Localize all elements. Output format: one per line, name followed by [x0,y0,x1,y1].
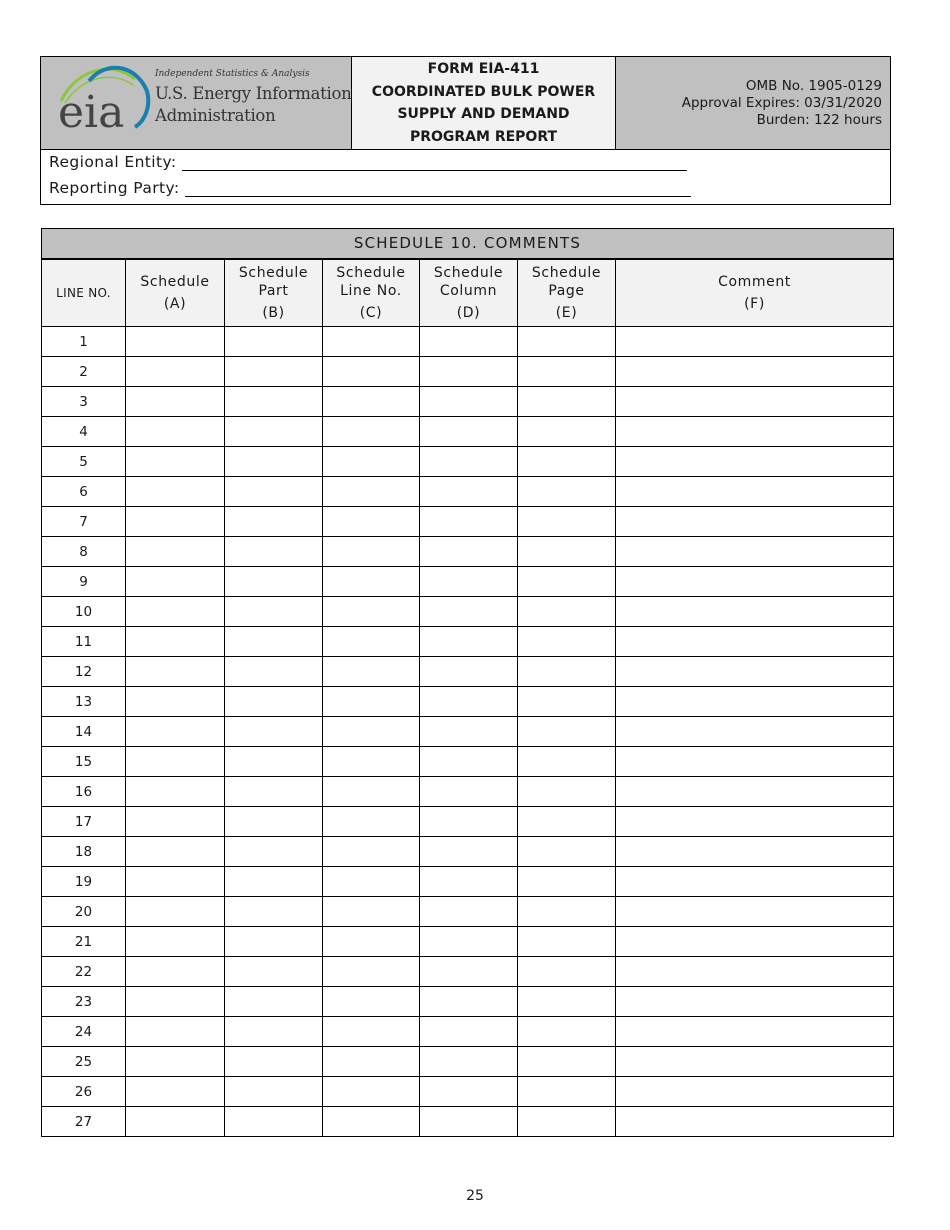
column-header-label: Part [258,282,289,299]
comment-cell[interactable] [616,687,894,717]
schedule-line-no-cell[interactable] [323,537,420,567]
schedule-part-cell[interactable] [225,807,323,837]
schedule-page-cell[interactable] [518,837,616,867]
schedule-page-cell[interactable] [518,327,616,357]
schedule-line-no-cell[interactable] [323,1017,420,1047]
column-header-comment [616,259,894,327]
line-number: 14 [42,717,126,747]
table-row [42,1107,894,1137]
schedule-column-cell[interactable] [420,657,518,687]
comment-cell[interactable] [616,897,894,927]
schedule-cell[interactable] [126,627,225,657]
column-header-code: (F) [744,295,765,312]
form-header [40,56,891,205]
line-number: 22 [42,957,126,987]
schedule-column-cell[interactable] [420,1017,518,1047]
schedule-part-cell[interactable] [225,567,323,597]
schedule-part-cell[interactable] [225,507,323,537]
schedule-page-cell[interactable] [518,867,616,897]
schedule-column-cell[interactable] [420,927,518,957]
schedule-page-cell[interactable] [518,567,616,597]
schedule-page-cell[interactable] [518,1077,616,1107]
line-number: 16 [42,777,126,807]
schedule-cell[interactable] [126,507,225,537]
schedule-column-cell[interactable] [420,387,518,417]
schedule-cell[interactable] [126,1107,225,1137]
comment-cell[interactable] [616,1107,894,1137]
column-header-label: LINE NO. [56,285,111,300]
line-number: 5 [42,447,126,477]
line-number: 24 [42,1017,126,1047]
table-row [42,357,894,387]
schedule-line-no-cell[interactable] [323,477,420,507]
column-header-schedule-page [518,259,616,327]
line-number: 18 [42,837,126,867]
schedule-line-no-cell[interactable] [323,897,420,927]
schedule-page-cell[interactable] [518,807,616,837]
comment-cell[interactable] [616,777,894,807]
schedule-line-no-cell[interactable] [323,657,420,687]
omb-burden: Burden: 122 hours [756,111,882,128]
column-header-label: Schedule [140,273,210,290]
schedule-line-no-cell[interactable] [323,687,420,717]
line-number: 19 [42,867,126,897]
table-row [42,1017,894,1047]
column-header-schedule-part [225,259,323,327]
comment-cell[interactable] [616,567,894,597]
schedule-page-cell[interactable] [518,627,616,657]
comment-cell[interactable] [616,327,894,357]
table-row [42,567,894,597]
schedule-cell[interactable] [126,987,225,1017]
table-row [42,807,894,837]
schedule-page-cell[interactable] [518,597,616,627]
comment-cell[interactable] [616,717,894,747]
schedule-part-cell[interactable] [225,597,323,627]
table-row [42,387,894,417]
regional-entity-field [49,153,687,171]
schedule-part-cell[interactable] [225,657,323,687]
line-number: 2 [42,357,126,387]
schedule-page-cell[interactable] [518,1047,616,1077]
schedule-part-cell[interactable] [225,357,323,387]
schedule-part-cell[interactable] [225,897,323,927]
schedule-line-no-cell[interactable] [323,717,420,747]
table-row [42,1047,894,1077]
schedule-page-cell[interactable] [518,657,616,687]
line-number: 15 [42,747,126,777]
comment-cell[interactable] [616,357,894,387]
schedule-part-cell[interactable] [225,717,323,747]
line-number: 9 [42,567,126,597]
eia-logo-cell [41,57,352,149]
reporting-party-field [49,179,691,197]
schedule-column-cell[interactable] [420,777,518,807]
column-header-label: Line No. [340,282,402,299]
line-number: 17 [42,807,126,837]
schedule-column-cell[interactable] [420,987,518,1017]
schedule-page-cell[interactable] [518,897,616,927]
schedule-page-cell[interactable] [518,447,616,477]
line-number: 25 [42,1047,126,1077]
schedule-page-cell[interactable] [518,1107,616,1137]
schedule-page-cell[interactable] [518,777,616,807]
schedule-page-cell[interactable] [518,987,616,1017]
schedule-cell[interactable] [126,927,225,957]
table-row [42,957,894,987]
comment-cell[interactable] [616,387,894,417]
schedule-cell[interactable] [126,567,225,597]
table-row [42,687,894,717]
schedule-cell[interactable] [126,897,225,927]
comment-cell[interactable] [616,957,894,987]
table-row [42,477,894,507]
comment-cell[interactable] [616,657,894,687]
schedule-part-cell[interactable] [225,987,323,1017]
schedule-cell[interactable] [126,537,225,567]
line-number: 11 [42,627,126,657]
table-row [42,507,894,537]
form-title-line: COORDINATED BULK POWER [371,83,596,100]
schedule-cell[interactable] [126,357,225,387]
line-number: 6 [42,477,126,507]
logo-org-name-line1: U.S. Energy Information [155,84,352,103]
comment-cell[interactable] [616,477,894,507]
table-row [42,447,894,477]
schedule-cell[interactable] [126,387,225,417]
column-header-code: (E) [555,304,578,321]
schedule-column-cell[interactable] [420,597,518,627]
schedule-cell[interactable] [126,777,225,807]
table-row [42,657,894,687]
schedule-part-cell[interactable] [225,867,323,897]
schedule-line-no-cell[interactable] [323,627,420,657]
line-number: 8 [42,537,126,567]
schedule-line-no-cell[interactable] [323,807,420,837]
schedule-line-no-cell[interactable] [323,1107,420,1137]
line-number: 23 [42,987,126,1017]
line-number: 26 [42,1077,126,1107]
schedule-column-cell[interactable] [420,1107,518,1137]
page-number: 25 [466,1188,484,1204]
schedule-cell[interactable] [126,327,225,357]
schedule-part-cell[interactable] [225,687,323,717]
schedule-cell[interactable] [126,477,225,507]
form-title-line: FORM EIA-411 [427,61,540,77]
schedule-part-cell[interactable] [225,387,323,417]
column-header-line-no [42,259,126,327]
comment-cell[interactable] [616,1047,894,1077]
schedule-cell[interactable] [126,417,225,447]
table-row [42,417,894,447]
schedule-column-cell[interactable] [420,747,518,777]
schedule-part-cell[interactable] [225,627,323,657]
line-number: 20 [42,897,126,927]
column-header-schedule-line-no [323,259,420,327]
schedule-cell[interactable] [126,1017,225,1047]
column-header-label: Schedule [433,264,504,281]
schedule-page-cell[interactable] [518,747,616,777]
column-header-code: (D) [456,304,481,321]
schedule-line-no-cell[interactable] [323,567,420,597]
schedule-line-no-cell[interactable] [323,387,420,417]
form-header-top [41,57,890,150]
schedule-cell[interactable] [126,807,225,837]
schedule-line-no-cell[interactable] [323,777,420,807]
column-header-label: Schedule [336,264,406,281]
schedule-line-no-cell[interactable] [323,837,420,867]
schedule-cell[interactable] [126,447,225,477]
schedule-cell[interactable] [126,957,225,987]
schedule-page-cell[interactable] [518,1017,616,1047]
schedule-column-cell[interactable] [420,1077,518,1107]
schedule-cell[interactable] [126,837,225,867]
schedule-part-cell[interactable] [225,1107,323,1137]
table-row [42,1077,894,1107]
table-row [42,927,894,957]
table-row [42,867,894,897]
schedule-column-cell[interactable] [420,1047,518,1077]
schedule-line-no-cell[interactable] [323,987,420,1017]
schedule-part-cell[interactable] [225,417,323,447]
comment-cell[interactable] [616,1077,894,1107]
line-number: 10 [42,597,126,627]
schedule-column-cell[interactable] [420,327,518,357]
schedule-page-cell[interactable] [518,717,616,747]
schedule-page-cell[interactable] [518,927,616,957]
schedule-title: SCHEDULE 10. COMMENTS [42,229,894,259]
schedule-column-cell[interactable] [420,627,518,657]
schedule-column-cell[interactable] [420,687,518,717]
schedule-column-cell[interactable] [420,807,518,837]
schedule-line-no-cell[interactable] [323,597,420,627]
column-header-label: Comment [718,273,791,290]
form-title-line: PROGRAM REPORT [409,128,558,145]
form-title [352,57,616,149]
table-row [42,327,894,357]
schedule-column-cell[interactable] [420,717,518,747]
schedule-part-cell[interactable] [225,927,323,957]
column-header-label: Page [548,282,585,299]
line-number: 4 [42,417,126,447]
line-number: 1 [42,327,126,357]
table-row [42,627,894,657]
schedule-part-cell[interactable] [225,1017,323,1047]
schedule-column-cell[interactable] [420,897,518,927]
schedule-part-cell[interactable] [225,447,323,477]
schedule-line-no-cell[interactable] [323,357,420,387]
table-row [42,717,894,747]
schedule-page-cell[interactable] [518,387,616,417]
schedule-column-cell[interactable] [420,417,518,447]
schedule-column-cell[interactable] [420,357,518,387]
eia-logo-mark: eia [58,87,125,138]
logo-tagline: Independent Statistics & Analysis [155,69,310,79]
schedule-line-no-cell[interactable] [323,927,420,957]
schedule-column-cell[interactable] [420,567,518,597]
comment-cell[interactable] [616,507,894,537]
schedule-line-no-cell[interactable] [323,417,420,447]
schedule-cell[interactable] [126,747,225,777]
schedule-part-cell[interactable] [225,837,323,867]
schedule-column-cell[interactable] [420,447,518,477]
regional-entity-input[interactable] [182,154,687,171]
comment-cell[interactable] [616,1017,894,1047]
line-number: 21 [42,927,126,957]
line-number: 13 [42,687,126,717]
comment-cell[interactable] [616,747,894,777]
schedule-part-cell[interactable] [225,1047,323,1077]
schedule-column-cell[interactable] [420,867,518,897]
column-header-label: Column [439,282,498,299]
table-row [42,837,894,867]
comment-cell[interactable] [616,867,894,897]
comment-cell[interactable] [616,987,894,1017]
comment-cell[interactable] [616,627,894,657]
schedule-column-cell[interactable] [420,477,518,507]
line-number: 27 [42,1107,126,1137]
column-header-label: Schedule [238,264,309,281]
reporting-party-input[interactable] [185,180,691,197]
table-row [42,747,894,777]
omb-number: OMB No. 1905-0129 [745,77,882,94]
schedule-page-cell[interactable] [518,957,616,987]
column-header-code: (C) [359,304,383,321]
omb-approval-expires: Approval Expires: 03/31/2020 [681,94,882,111]
schedule-page-cell[interactable] [518,477,616,507]
schedule-part-cell[interactable] [225,477,323,507]
schedule-page-cell[interactable] [518,687,616,717]
schedule-column-cell[interactable] [420,957,518,987]
schedule-column-cell[interactable] [420,837,518,867]
schedule-page-cell[interactable] [518,507,616,537]
column-header-label: Schedule [531,264,602,281]
comment-cell[interactable] [616,447,894,477]
schedule-cell[interactable] [126,657,225,687]
column-header-schedule-column [420,259,518,327]
schedule-part-cell[interactable] [225,957,323,987]
comment-cell[interactable] [616,537,894,567]
eia-logo-icon [55,61,155,141]
reporting-party-label: Reporting Party: [49,179,180,197]
table-row [42,597,894,627]
omb-info [616,57,890,149]
comment-cell[interactable] [616,597,894,627]
schedule-cell[interactable] [126,717,225,747]
column-header-code: (A) [163,295,187,312]
column-header-row [42,259,894,327]
schedule-page-cell[interactable] [518,537,616,567]
column-header-schedule [126,259,225,327]
schedule-line-no-cell[interactable] [323,747,420,777]
logo-org-name-line2: Administration [155,106,276,125]
schedule-part-cell[interactable] [225,1077,323,1107]
line-number: 3 [42,387,126,417]
regional-entity-label: Regional Entity: [49,153,177,171]
schedule-cell[interactable] [126,867,225,897]
schedule-part-cell[interactable] [225,537,323,567]
table-row [42,987,894,1017]
comment-cell[interactable] [616,927,894,957]
schedule-part-cell[interactable] [225,747,323,777]
schedule-part-cell[interactable] [225,327,323,357]
schedule-line-no-cell[interactable] [323,1047,420,1077]
schedule-line-no-cell[interactable] [323,507,420,537]
schedule-line-no-cell[interactable] [323,327,420,357]
schedule-line-no-cell[interactable] [323,1077,420,1107]
schedule-column-cell[interactable] [420,537,518,567]
line-number: 12 [42,657,126,687]
schedule-page-cell[interactable] [518,357,616,387]
schedule-cell[interactable] [126,1077,225,1107]
schedule-cell[interactable] [126,687,225,717]
table-row [42,537,894,567]
column-header-code: (B) [262,304,285,321]
table-row [42,897,894,927]
comment-cell[interactable] [616,807,894,837]
table-row [42,777,894,807]
schedule-cell[interactable] [126,597,225,627]
schedule-10-comments-table [41,228,894,1137]
line-number: 7 [42,507,126,537]
schedule-line-no-cell[interactable] [323,867,420,897]
comment-cell[interactable] [616,837,894,867]
form-title-line: SUPPLY AND DEMAND [397,106,570,122]
schedule-line-no-cell[interactable] [323,447,420,477]
schedule-line-no-cell[interactable] [323,957,420,987]
schedule-page-cell[interactable] [518,417,616,447]
schedule-rows [42,327,894,1137]
schedule-cell[interactable] [126,1047,225,1077]
schedule-column-cell[interactable] [420,507,518,537]
comment-cell[interactable] [616,417,894,447]
schedule-part-cell[interactable] [225,777,323,807]
